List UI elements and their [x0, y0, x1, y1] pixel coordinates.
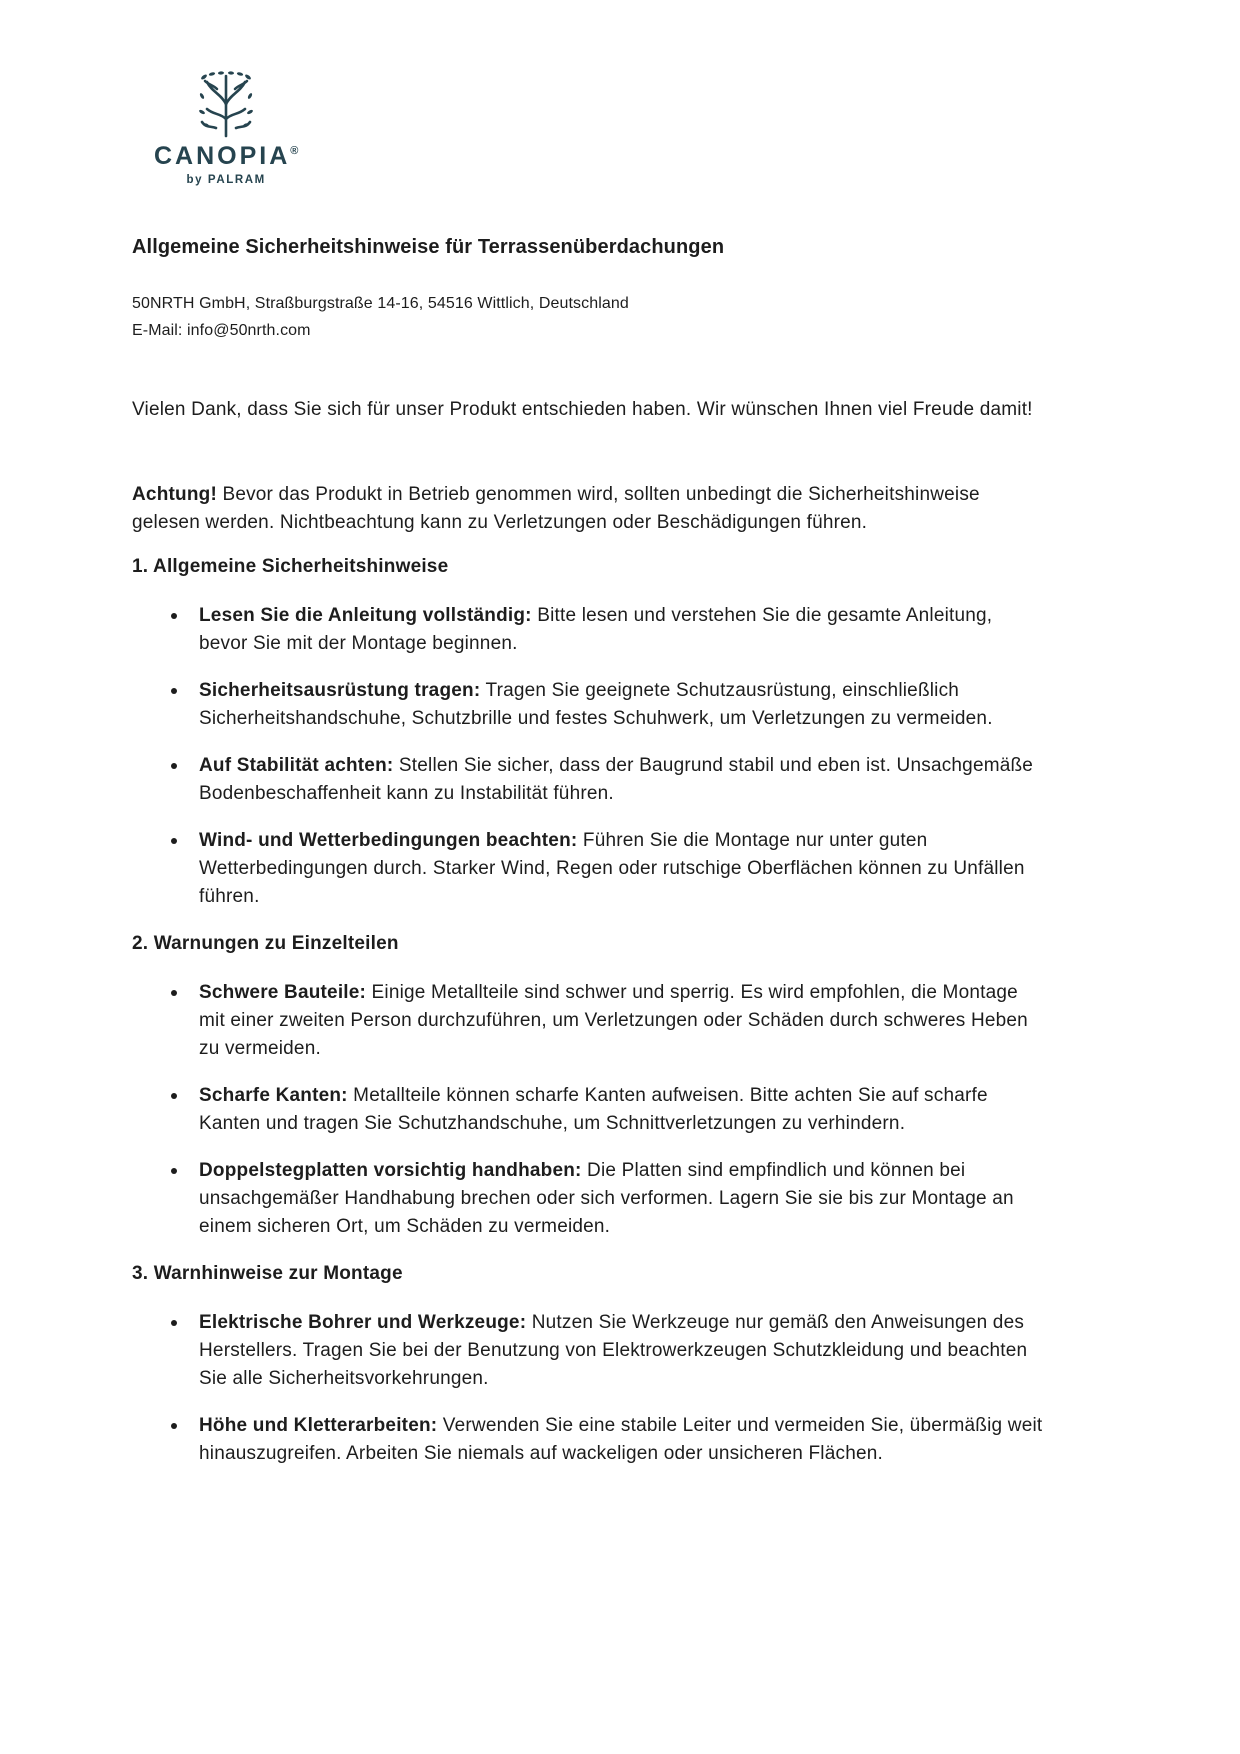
- bullet-term: Höhe und Kletterarbeiten:: [199, 1414, 438, 1436]
- bullet-term: Schwere Bauteile:: [199, 981, 367, 1003]
- brand-tagline: by PALRAM: [186, 173, 266, 186]
- list-item: [132, 1157, 1044, 1241]
- brand-wordmark: [154, 143, 298, 171]
- section-2-heading: 2. Warnungen zu Einzelteilen: [132, 932, 399, 954]
- canopia-tree-icon: [194, 70, 258, 138]
- registered-trademark-symbol: ®: [290, 145, 299, 157]
- list-item: [132, 979, 1044, 1063]
- page-title: Allgemeine Sicherheitshinweise für Terrassenüberdachungen: [132, 235, 725, 258]
- bullet-text: Nutzen Sie Werkzeuge nur gemäß den Anweisungen des Herstellers. Tragen Sie bei der Benutzung von Elektrowerkzeugen Schutzkleidung und beachten Sie alle Sicherheitsvorkehrungen.: [199, 1311, 1028, 1389]
- bullet-term: Doppelstegplatten vorsichtig handhaben:: [199, 1159, 582, 1181]
- section-2-list: [132, 979, 1044, 1241]
- list-item: [132, 602, 1044, 658]
- list-item: [132, 1082, 1044, 1138]
- intro-paragraph: Vielen Dank, dass Sie sich für unser Produkt entschieden haben. Wir wünschen Ihnen viel Freude damit!: [132, 398, 1033, 420]
- warning-text: Bevor das Produkt in Betrieb genommen wird, sollten unbedingt die Sicherheitshinweise gelesen werden. Nichtbeachtung kann zu Verletzungen oder Beschädigungen führen.: [132, 483, 980, 533]
- section-1-heading: 1. Allgemeine Sicherheitshinweise: [132, 555, 449, 577]
- bullet-text: Stellen Sie sicher, dass der Baugrund stabil und eben ist. Unsachgemäße Bodenbeschaffenheit kann zu Instabilität führen.: [199, 754, 1034, 804]
- company-address: [132, 290, 1044, 344]
- address-line-2: E-Mail: info@50nrth.com: [132, 321, 311, 339]
- bullet-text: Die Platten sind empfindlich und können bei unsachgemäßer Handhabung brechen oder sich verformen. Lagern Sie sie bis zur Montage an einem sicheren Ort, um Schäden zu vermeiden.: [199, 1159, 1014, 1237]
- brand-name: CANOPIA: [154, 142, 291, 170]
- bullet-term: Lesen Sie die Anleitung vollständig:: [199, 604, 532, 626]
- bullet-text: Einige Metallteile sind schwer und sperrig. Es wird empfohlen, die Montage mit einer zweiten Person durchzuführen, um Verletzungen oder Schäden durch schweres Heben zu vermeiden.: [199, 981, 1028, 1059]
- bullet-text: Verwenden Sie eine stabile Leiter und vermeiden Sie, übermäßig weit hinauszugreifen. Arbeiten Sie niemals auf wackeligen oder unsicheren Flächen.: [199, 1414, 1043, 1464]
- bullet-text: Bitte lesen und verstehen Sie die gesamte Anleitung, bevor Sie mit der Montage beginnen.: [199, 604, 993, 654]
- list-item: [132, 1309, 1044, 1393]
- list-item: [132, 752, 1044, 808]
- list-item: [132, 1412, 1044, 1468]
- bullet-term: Wind- und Wetterbedingungen beachten:: [199, 829, 578, 851]
- warning-paragraph: [132, 481, 1044, 537]
- list-item: [132, 677, 1044, 733]
- section-1-list: [132, 602, 1044, 911]
- section-3-list: [132, 1309, 1044, 1468]
- bullet-text: Metallteile können scharfe Kanten aufweisen. Bitte achten Sie auf scharfe Kanten und tragen Sie Schutzhandschuhe, um Schnittverletzungen zu verhindern.: [199, 1084, 988, 1134]
- bullet-term: Auf Stabilität achten:: [199, 754, 394, 776]
- canopia-logo: [154, 70, 298, 186]
- bullet-text: Führen Sie die Montage nur unter guten Wetterbedingungen durch. Starker Wind, Regen oder rutschige Oberflächen können zu Unfällen führen.: [199, 829, 1025, 907]
- list-item: [132, 827, 1044, 911]
- warning-label: Achtung!: [132, 483, 217, 505]
- bullet-term: Elektrische Bohrer und Werkzeuge:: [199, 1311, 527, 1333]
- address-line-1: 50NRTH GmbH, Straßburgstraße 14-16, 54516 Wittlich, Deutschland: [132, 294, 629, 312]
- section-3-heading: 3. Warnhinweise zur Montage: [132, 1262, 403, 1284]
- bullet-term: Sicherheitsausrüstung tragen:: [199, 679, 481, 701]
- bullet-term: Scharfe Kanten:: [199, 1084, 348, 1106]
- bullet-text: Tragen Sie geeignete Schutzausrüstung, einschließlich Sicherheitshandschuhe, Schutzbrille und festes Schuhwerk, um Verletzungen zu vermeiden.: [199, 679, 993, 729]
